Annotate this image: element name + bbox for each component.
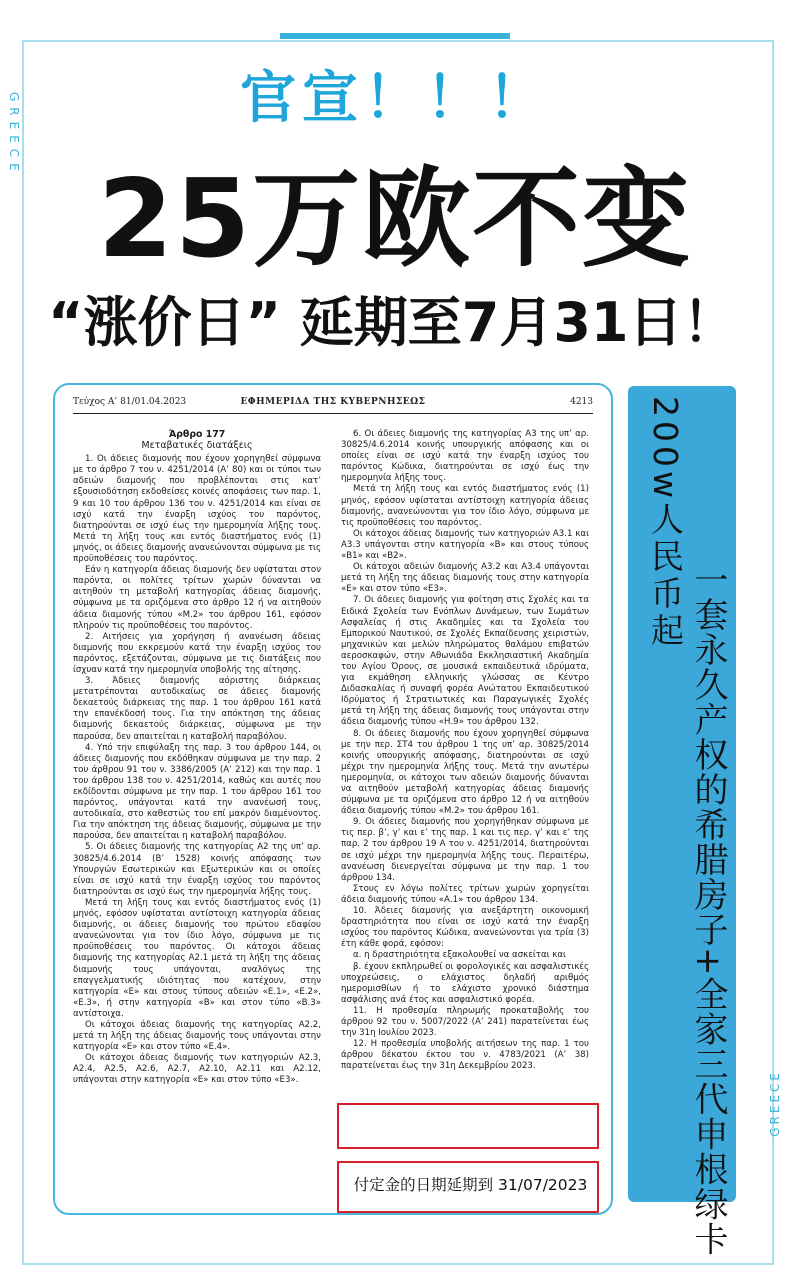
paragraph: α. η δραστηριότητα εξακολουθεί να ασκείται και (353, 950, 566, 961)
offer-tagline: 一套永久产权的希腊房子+全家三代申根绿卡 (688, 562, 728, 1257)
gazette-issue: Τεύχος Α’ 81/01.04.2023 (73, 397, 187, 407)
price-tagline: 200w人民币起 (646, 396, 685, 650)
headline-official: 官宣！！！ (240, 66, 550, 131)
paragraph: 10. Άδειες διαμονής για ανεξάρτητη οικονομική δραστηριότητα που είναι σε ισχύ κατά την έναρξη ισχύος του παρόντος Κώδικα, ανανεώνονται για τρία (3) έτη κάθε φορά, εφόσον: (341, 906, 589, 950)
highlight-box (337, 1103, 599, 1149)
headline-main: 25万欧不变 (97, 157, 693, 282)
paragraph: Εάν η κατηγορία άδειας διαμονής δεν υφίσταται στον παρόντα, οι πολίτες τρίτων χωρών δύνανται να αιτηθούν τη μεταβολή κατηγορίας άδειας διαμονής, σύμφωνα με τα οριζόμενα στο άρθρο 12 ή να αιτηθούν άδεια διαμονής τύπου «Μ.2» του άρθρου 161, εφόσον πληρούν τις προϋποθέσεις του παρόντος. (73, 565, 321, 631)
deposit-note: 付定金的日期延期到 31/07/2023 (353, 1176, 588, 1194)
headline-sub: “涨价日” 延期至7月31日！ (48, 291, 737, 354)
top-accent-bar (280, 33, 510, 39)
paragraph: β. έχουν εκπληρωθεί οι φορολογικές και ασφαλιστικές υποχρεώσεις, ο ελάχιστος δηλαδή αριθμός ημερομισθίων ή το ελάχιστο χρονικό διάστημα ασφάλισης ανά έτος και ασφαλιστικό φορέα. (341, 961, 589, 1005)
side-label-right: GREECE (768, 1070, 782, 1137)
paragraph: 6. Οι άδειες διαμονής της κατηγορίας Α3 της υπ’ αρ. 30825/4.6.2014 κοινής υπουργικής απόφασης και οι οποίες είναι σε ισχύ κατά την έναρξη ισχύος του παρόντος Κώδικα, διατηρούνται σε ισχύ έως την ημερομηνία λήξης τους. (341, 429, 589, 484)
paragraph: 1. Οι άδειες διαμονής που έχουν χορηγηθεί σύμφωνα με το άρθρο 7 του ν. 4251/2014 (Α’ 80) και οι τύποι των αδειών διαμονής που προβλέπονται στις κατ’ εξουσιοδότηση εκδοθείσες κοινές αποφάσεις των παρ. 1, 9 και 10 του άρθρου 136 του ν. 4251/2014 και είναι σε ισχύ κατά την έναρξη ισχύος του παρόντος, διατηρούνται σε ισχύ έως την ημερομηνία λήξης τους. Μετά τη λήξη τους και εντός διαστήματος ενός (1) μηνός, οι άδειες διαμονής ανανεώνονται σύμφωνα με τις προϋποθέσεις του παρόντος. (73, 454, 321, 565)
gazette-column-left (73, 429, 321, 1087)
gazette-page-number: 4213 (570, 397, 593, 407)
gazette-column-right (341, 429, 589, 1072)
paragraph: Μετά τη λήξη τους και εντός διαστήματος ενός (1) μηνός, εφόσον υφίσταται αντίστοιχη κατηγορία άδειας διαμονής, οι άδειες διαμονής του πρώτου εδαφίου ανανεώνονται για τον ίδιο λόγο, σύμφωνα με τις προϋποθέσεις του παρόντος. Οι κάτοχοι άδειας διαμονής της κατηγορίας Α2.1 μετά τη λήξη της άδειας διαμονής τους υπάγονται, αναλόγως της επαγγελματικής ιδιότητας που κατέχουν, στην κατηγορία «Ε» και στους τύπους αδειών «Ε.1», «Ε.2», «Ε.3», ή στην κατηγορία «Β» και στον τύπο «Β.3» αντίστοιχα. (73, 897, 321, 1019)
highlighted-paragraph: 11. Η προθεσμία πληρωμής προκαταβολής του άρθρου 92 του ν. 5007/2022 (Α’ 241) παρατείνεται έως την 31η Ιουλίου 2023. (341, 1005, 589, 1039)
paragraph: Οι κάτοχοι άδειας διαμονής των κατηγοριών Α2.3, Α2.4, Α2.5, Α2.6, Α2.7, Α2.10, Α2.11 και Α2.12, υπάγονται στην κατηγορία «Ε» και στον τύπο «Ε3». (73, 1053, 321, 1086)
paragraph: 8. Οι άδειες διαμονής που έχουν χορηγηθεί σύμφωνα με την περ. ΣΤ4 του άρθρου 1 της υπ’ αρ. 30825/2014 κοινής υπουργικής απόφασης, διατηρούνται σε ισχύ μέχρι την ημερομηνία λήξης τους. Μετά την ανωτέρω ημερομηνία, οι κάτοχοι των αδειών διαμονής δύνανται να αιτηθούν μεταβολή κατηγορίας άδειας διαμονής σύμφωνα με τα οριζόμενα στο άρθρο 12 ή να αιτηθούν άδεια διαμονής τύπου «Μ.2» του άρθρου 161. (341, 728, 589, 817)
gazette-document (53, 383, 613, 1215)
article-title: Άρθρο 177 (168, 429, 226, 440)
paragraph: 2. Αιτήσεις για χορήγηση ή ανανέωση άδειας διαμονής που εκκρεμούν κατά την έναρξη ισχύος του παρόντος, εξετάζονται, σύμφωνα με τις διατάξεις που ίσχυαν κατά την ημερομηνία υποβολής της αίτησης. (73, 631, 321, 675)
paragraph: Μετά τη λήξη τους και εντός διαστήματος ενός (1) μηνός, εφόσον υφίσταται αντίστοιχη κατηγορία άδειας διαμονής, ανανεώνονται για τον ίδιο λόγο, σύμφωνα με τις προϋποθέσεις του παρόντος. (341, 484, 589, 528)
side-label-left: GREECE (7, 92, 21, 177)
paragraph: 3. Άδειες διαμονής αόριστης διάρκειας μετατρέπονται αυτοδικαίως σε άδειες διαμονής δεκαετούς διάρκειας της παρ. 1 του άρθρου 161 κατά την επανέκδοσή τους. Για την απόκτηση της άδειας διαμονής δεκαετούς διάρκειας, σύμφωνα με την παρούσα, δεν απαιτείται η καταβολή παραβόλου. (73, 676, 321, 742)
paragraph: Οι κάτοχοι αδειών διαμονής Α3.2 και Α3.4 υπάγονται μετά τη λήξη της άδειας διαμονής τους στην κατηγορία «Ε» και στον τύπο «Ε3». (341, 562, 589, 595)
paragraph: 12. Η προθεσμία υποβολής αιτήσεων της παρ. 1 του άρθρου δέκατου έκτου του ν. 4783/2021 (Α’ 38) παρατείνεται έως την 31η Δεκεμβρίου 2023. (341, 1039, 589, 1072)
paragraph: 5. Οι άδειες διαμονής της κατηγορίας Α2 της υπ’ αρ. 30825/4.6.2014 (Β’ 1528) κοινής απόφασης των Υπουργών Εσωτερικών και Εξωτερικών και οι οποίες είναι σε ισχύ κατά την έναρξη ισχύος του παρόντος διατηρούνται σε ισχύ έως την ημερομηνία λήξης τους. (73, 842, 321, 897)
paragraph: 7. Οι άδειες διαμονής για φοίτηση στις Σχολές και τα Ειδικά Σχολεία των Ενόπλων Δυνάμεων, των Σωμάτων Ασφαλείας ή στις Ακαδημίες και τα Σχολεία του Εμπορικού Ναυτικού, σε Σχολές Εκπαίδευσης χειριστών, μηχανικών και μελών πληρώματος θαλάμου επιβατών αεροσκαφών, στην Αθωνιάδα Εκκλησιαστική Ακαδημία του Αγίου Όρους, σε μουσικά εκπαιδευτικά ιδρύματα, για εκμάθηση ελληνικής γλώσσας σε Κέντρο Διδασκαλίας ή συναφή φορέα Ανώτατου Εκπαιδευτικού Ιδρύματος ή Στρατιωτικές και Παραγωγικές Σχολές μετά τη λήξη της άδειας διαμονής τους υπάγονται στην άδεια διαμονής τύπου «Η.9» του άρθρου 132. (341, 595, 589, 728)
gazette-header (73, 397, 593, 414)
paragraph: Στους εν λόγω πολίτες τρίτων χωρών χορηγείται άδεια διαμονής τύπου «Α.1» του άρθρου 134. (341, 883, 589, 905)
paragraph: 4. Υπό την επιφύλαξη της παρ. 3 του άρθρου 144, οι άδειες διαμονής που εκδόθηκαν σύμφωνα με την παρ. 2 του άρθρου 91 του ν. 3386/2005 (Α’ 212) και την παρ. 1 του άρθρου 138 του ν. 4251/2014, καθώς και αυτές που εκδίδονται σύμφωνα με την παρ. 1 του άρθρου 161 του παρόντος, υπάγονται κατά την ανανέωσή τους, αυτοδικαία, στο καθεστώς του επί μακρόν διαμένοντος. Για την απόκτηση της άδειας διαμονής, σύμφωνα με την παρούσα, δεν απαιτείται η καταβολή παραβόλου. (73, 742, 321, 842)
paragraph: Οι κάτοχοι άδειας διαμονής της κατηγορίας Α2.2, μετά τη λήξη της άδειας διαμονής τους υπάγονται στην κατηγορία «Ε» και στον τύπο «Ε.4». (73, 1019, 321, 1053)
paragraph: Οι κάτοχοι άδειας διαμονής των κατηγοριών Α3.1 και Α3.3 υπάγονται στην κατηγορία «Β» και στους τύπους «Β1» και «Β2». (341, 528, 589, 562)
gazette-title: ΕΦΗΜΕΡΙΔΑ ΤΗΣ ΚΥΒΕΡΝΗΣΕΩΣ (240, 397, 426, 407)
article-subtitle: Μεταβατικές διατάξεις (141, 440, 253, 452)
paragraph: 9. Οι άδειες διαμονής που χορηγήθηκαν σύμφωνα με τις περ. β’, γ’ και ε’ της παρ. 1 και τις περ. γ’ και ε’ της παρ. 2 του άρθρου 19 Α του ν. 4251/2014, διατηρούνται σε ισχύ μέχρι την ημερομηνία λήξης τους. Περαιτέρω, ανανέωση διενεργείται σύμφωνα με την παρ. 1 του άρθρου 134. (341, 817, 589, 883)
